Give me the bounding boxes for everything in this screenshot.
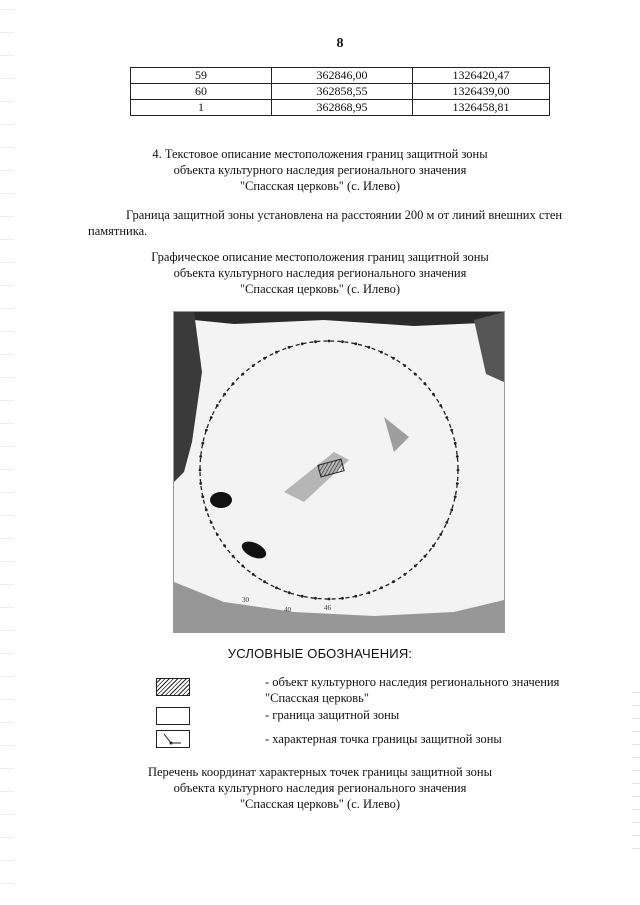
heading-line: "Спасская церковь" (с. Илево) bbox=[239, 179, 401, 193]
heading-line: Перечень координат характерных точек границы защитной зоны bbox=[147, 765, 493, 779]
heading-line: "Спасская церковь" (с. Илево) bbox=[239, 797, 401, 811]
boundary-point bbox=[414, 565, 417, 568]
boundary-point bbox=[199, 455, 202, 458]
boundary-point bbox=[354, 342, 357, 345]
boundary-point bbox=[456, 455, 459, 458]
boundary-point bbox=[354, 595, 357, 598]
legend-item-zone-boundary: - граница защитной зоны bbox=[265, 708, 400, 722]
boundary-point bbox=[223, 544, 226, 547]
boundary-point bbox=[368, 346, 371, 349]
boundary-point bbox=[403, 573, 406, 576]
scan-edge-right bbox=[632, 680, 640, 860]
y-coordinate-cell: 1326458,81 bbox=[413, 100, 550, 116]
boundary-point bbox=[263, 357, 266, 360]
boundary-point bbox=[199, 482, 202, 485]
boundary-point bbox=[314, 340, 317, 343]
heading-line: объекта культурного наследия регионального значения bbox=[173, 781, 467, 795]
heading-line: Графическое описание местоположения границ защитной зоны bbox=[151, 250, 489, 264]
boundary-point bbox=[275, 586, 278, 589]
boundary-point bbox=[199, 469, 202, 472]
map-drawing bbox=[174, 312, 504, 632]
y-coordinate-cell: 1326420,47 bbox=[413, 68, 550, 84]
point-marker-icon bbox=[156, 730, 190, 748]
table-row bbox=[131, 100, 550, 116]
boundary-description: Граница защитной зоны установлена на расстоянии 200 м от линий внешних стен памятника. bbox=[88, 208, 563, 238]
heading-line: 4. Текстовое описание местоположения границ защитной зоны bbox=[152, 147, 488, 161]
boundary-point bbox=[445, 416, 448, 419]
point-number-cell: 60 bbox=[131, 84, 272, 100]
hatched-box-icon bbox=[156, 678, 190, 696]
legend-item-heritage-object: - объект культурного наследия регионального значения "Спасская церковь" bbox=[265, 675, 560, 705]
boundary-point bbox=[263, 580, 266, 583]
section-4-heading bbox=[60, 146, 580, 194]
graphic-heading bbox=[60, 249, 580, 297]
boundary-point bbox=[205, 509, 208, 512]
boundary-point bbox=[380, 351, 383, 354]
boundary-point bbox=[216, 533, 219, 536]
heading-line: "Спасская церковь" (с. Илево) bbox=[239, 282, 401, 296]
boundary-point bbox=[341, 597, 344, 600]
boundary-point bbox=[439, 404, 442, 407]
boundary-point bbox=[275, 351, 278, 354]
boundary-point bbox=[403, 364, 406, 367]
boundary-point bbox=[341, 340, 344, 343]
boundary-point bbox=[301, 595, 304, 598]
x-coordinate-cell: 362846,00 bbox=[272, 68, 413, 84]
boundary-point bbox=[450, 509, 453, 512]
boundary-point bbox=[368, 591, 371, 594]
protection-zone-map bbox=[173, 311, 505, 633]
boundary-point bbox=[201, 442, 204, 445]
empty-box-icon bbox=[156, 707, 190, 725]
map-label: 30 bbox=[242, 596, 249, 604]
table-row bbox=[131, 84, 550, 100]
coordinates-table bbox=[130, 67, 550, 116]
y-coordinate-cell: 1326439,00 bbox=[413, 84, 550, 100]
x-coordinate-cell: 362858,55 bbox=[272, 84, 413, 100]
boundary-point bbox=[232, 555, 235, 558]
boundary-point bbox=[456, 482, 459, 485]
boundary-point bbox=[380, 586, 383, 589]
boundary-point bbox=[241, 373, 244, 376]
map-label: 46 bbox=[324, 604, 331, 612]
coordinates-list-heading bbox=[60, 764, 580, 812]
boundary-point bbox=[439, 533, 442, 536]
map-label: 40 bbox=[284, 606, 291, 614]
boundary-point bbox=[216, 404, 219, 407]
boundary-point bbox=[288, 346, 291, 349]
boundary-point bbox=[301, 342, 304, 345]
boundary-point bbox=[328, 598, 331, 601]
boundary-point bbox=[414, 373, 417, 376]
boundary-point bbox=[432, 544, 435, 547]
boundary-point bbox=[450, 429, 453, 432]
legend-title: УСЛОВНЫЕ ОБОЗНАЧЕНИЯ: bbox=[227, 646, 413, 661]
boundary-point bbox=[328, 340, 331, 343]
boundary-point bbox=[457, 469, 460, 472]
boundary-point bbox=[223, 393, 226, 396]
pond-shape bbox=[210, 492, 232, 508]
legend-item-boundary-point: - характерная точка границы защитной зоны bbox=[265, 732, 502, 746]
heading-line: объекта культурного наследия регионального значения bbox=[173, 163, 467, 177]
boundary-point bbox=[201, 495, 204, 498]
boundary-point bbox=[445, 521, 448, 524]
page-number: 8 bbox=[336, 36, 344, 51]
boundary-point bbox=[424, 382, 427, 385]
boundary-point bbox=[424, 555, 427, 558]
boundary-point bbox=[392, 580, 395, 583]
point-number-cell: 59 bbox=[131, 68, 272, 84]
boundary-point bbox=[288, 591, 291, 594]
boundary-point bbox=[454, 495, 457, 498]
boundary-point bbox=[232, 382, 235, 385]
boundary-point bbox=[210, 521, 213, 524]
heading-line: объекта культурного наследия регионального значения bbox=[173, 266, 467, 280]
table-row bbox=[131, 68, 550, 84]
boundary-point bbox=[454, 442, 457, 445]
point-number-cell: 1 bbox=[131, 100, 272, 116]
boundary-point bbox=[392, 357, 395, 360]
boundary-point bbox=[432, 393, 435, 396]
boundary-point bbox=[210, 416, 213, 419]
boundary-point bbox=[241, 565, 244, 568]
scan-edge-left bbox=[0, 0, 14, 905]
boundary-point bbox=[314, 597, 317, 600]
boundary-point bbox=[252, 364, 255, 367]
boundary-point bbox=[205, 429, 208, 432]
boundary-point bbox=[252, 573, 255, 576]
x-coordinate-cell: 362868,95 bbox=[272, 100, 413, 116]
